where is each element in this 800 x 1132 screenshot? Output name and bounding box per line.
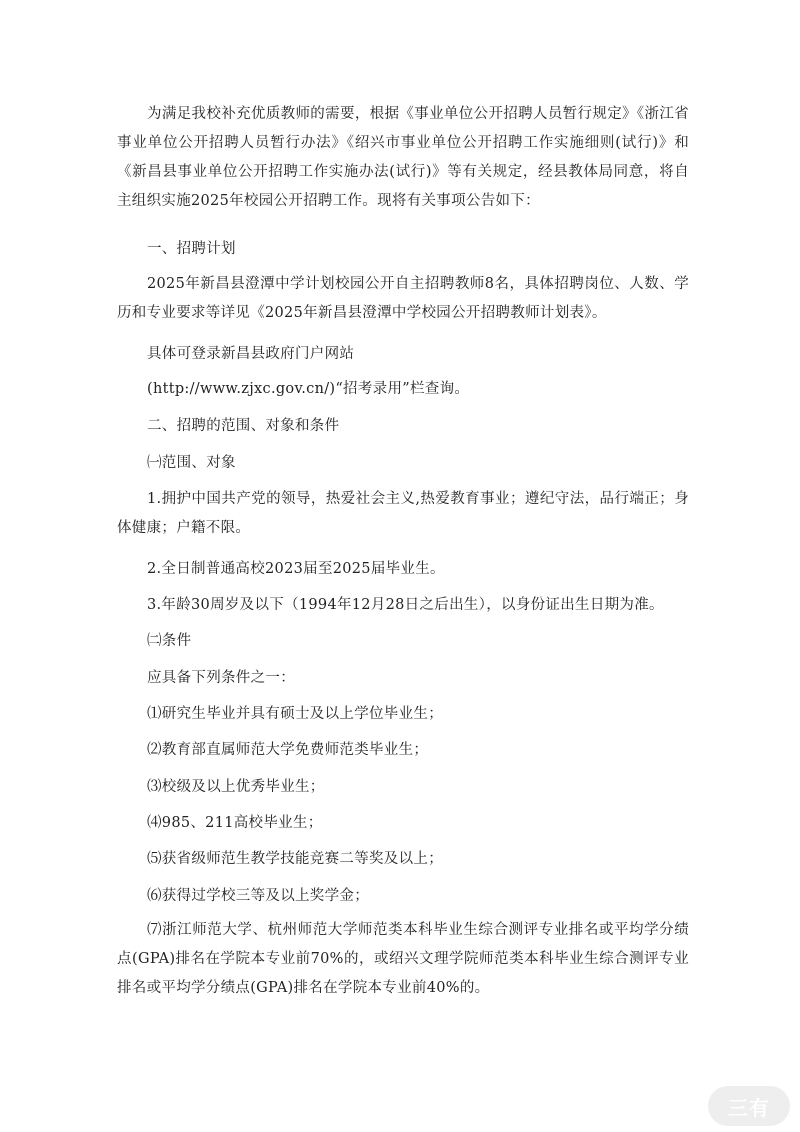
scope-item-2: 2.全日制普通高校2023届至2025届毕业生。 xyxy=(147,561,445,577)
condition-6: ⑹获得过学校三等及以上奖学金； xyxy=(147,888,369,904)
condition-4: ⑷985、211高校毕业生； xyxy=(147,815,323,831)
watermark-text: 三有 xyxy=(728,1095,770,1120)
section-title-plan: 一、招聘计划 xyxy=(147,241,236,257)
plan-paragraph: 2025年新昌县澄潭中学计划校园公开自主招聘教师8名，具体招聘岗位、人数、学历和专业要求等详见《2025年新昌县澄潭中学校园公开招聘教师计划表》。 xyxy=(117,276,689,321)
subsection-title-conditions: ㈡条件 xyxy=(147,633,192,649)
condition-1: ⑴研究生毕业并具有硕士及以上学位毕业生； xyxy=(147,706,443,722)
condition-3: ⑶校级及以上优秀毕业生； xyxy=(147,779,325,795)
conditions-intro: 应具备下列条件之一： xyxy=(147,670,295,686)
scope-item-3: 3.年龄30周岁及以下（1994年12月28日之后出生），以身份证出生日期为准。 xyxy=(147,597,664,613)
section-title-scope: 二、招聘的范围、对象和条件 xyxy=(147,418,340,434)
portal-line: 具体可登录新昌县政府门户网站 xyxy=(147,346,355,362)
intro-paragraph: 为满足我校补充优质教师的需要，根据《事业单位公开招聘人员暂行规定》《浙江省事业单位公开招聘人员暂行办法》《绍兴市事业单位公开招聘工作实施细则(试行)》和《新昌县事业单位公开招聘工作实施办法(试行)》等有关规定，经县教体局同意，将自主组织实施2025年校园公开招聘工作。现将有关事项公告如下： xyxy=(117,106,689,209)
scope-item-1: 1.拥护中国共产党的领导，热爱社会主义,热爱教育事业；遵纪守法，品行端正；身体健康；户籍不限。 xyxy=(117,491,689,536)
condition-7: ⑺浙江师范大学、杭州师范大学师范类本科毕业生综合测评专业排名或平均学分绩点(GPA)排名在学院本专业前70%的，或绍兴文理学院师范类本科毕业生综合测评专业排名或平均学分绩点(GPA)排名在学院本专业前40%的。 xyxy=(117,922,689,996)
condition-5: ⑸获省级师范生教学技能竞赛二等奖及以上； xyxy=(147,851,443,867)
watermark-logo xyxy=(708,1086,790,1126)
condition-2: ⑵教育部直属师范大学免费师范类毕业生； xyxy=(147,742,429,758)
subsection-title-scope: ㈠范围、对象 xyxy=(147,455,236,471)
portal-url-line: (http://www.zjxc.gov.cn/)“招考录用”栏查询。 xyxy=(147,381,470,397)
